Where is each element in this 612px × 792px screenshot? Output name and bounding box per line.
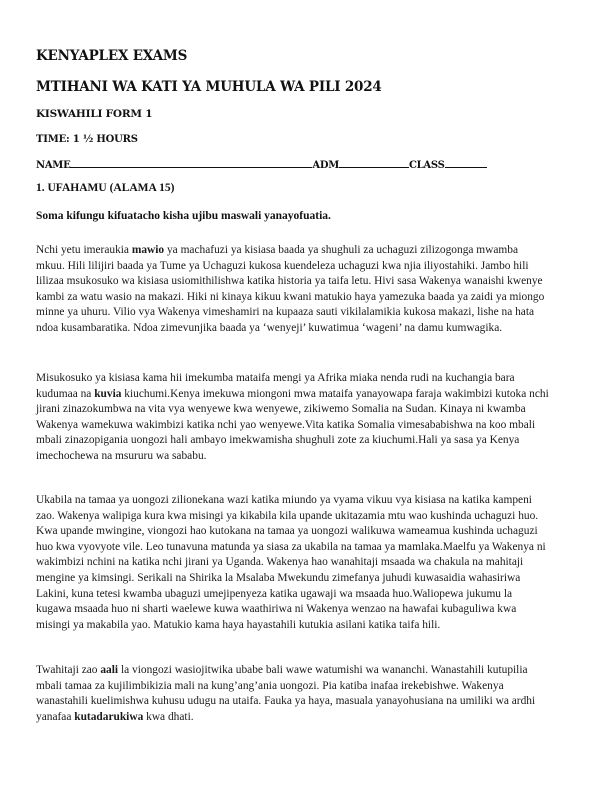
- passage-paragraph-3: [36, 493, 576, 633]
- exam-title: MTIHANI WA KATI YA MUHULA WA PILI 2024: [36, 79, 382, 95]
- section-instruction: Soma kifungu kifuatacho kisha ujibu maswali yanayofuatia.: [36, 210, 331, 222]
- text-line: lilizaa msukosuko wa kisiasa usiomithilishwa katika historia ya taifa letu. Hivi sasa Wakenya wanaishi kwenye: [36, 275, 543, 288]
- text-line: mkuu. Hili lilijiri baada ya Tume ya Uchaguzi kukosa kuendeleza uchaguzi kwa njia iliyostahiki. Jambo hili: [36, 259, 529, 272]
- name-field[interactable]: [70, 158, 312, 168]
- text-run: kudumaa na: [36, 387, 95, 400]
- text-line: [36, 387, 576, 403]
- vocab-word-mawio: mawio: [131, 244, 165, 256]
- text-line: wanastahili kuelimishwa kuhusu udugu na utaifa. Fauka ya haya, masuala yanayohusiana na umiliki wa ardhi: [36, 695, 536, 708]
- text-line: [36, 710, 576, 726]
- passage-paragraph-4: [36, 663, 576, 725]
- text-run: kiuchumi.Kenya imekuwa miongoni mwa mataifa yanayowapa faraja wakimbizi kutoka nchi: [121, 387, 549, 400]
- text-line: jirani zinazokumbwa na vita vya wenyewe kwa wenyewe, zikiwemo Somalia na Sudan. Kinaya ni kwamba: [36, 403, 526, 416]
- name-label: NAME: [36, 160, 71, 171]
- text-line: Ukabila na tamaa ya uongozi zilionekana wazi katika miundo ya vyama vikuu vya kisiasa na katika kampeni: [36, 494, 532, 506]
- vocab-word-kutadarukiwa: kutadarukiwa: [74, 710, 144, 723]
- text-line: mbali zinazopigania uongozi hali ambayo imekwamisha shughuli zote za kiuchumi.Hali ya sasa ya Kenya: [36, 434, 520, 447]
- text-line: kugawa msaada huo ni sharti waelewe kuwa waathiriwa ni Wakenya wenzao na hawafai kubaguliwa kwa: [36, 603, 517, 616]
- text-line: mengine ya kimsingi. Serikali na Shirika la Msalaba Mwekundu zimefanya juhudi kuwasaidia wahasiriwa: [36, 571, 521, 584]
- text-run: Twahitaji zao: [36, 664, 101, 676]
- subject-heading: KISWAHILI FORM 1: [36, 108, 153, 120]
- publisher-heading: KENYAPLEX EXAMS: [36, 48, 188, 64]
- student-details-line: [36, 158, 487, 171]
- text-line: imechochewa na msururu wa sababu.: [36, 449, 207, 462]
- text-line: misingi ya makabila yao. Matukio kama haya hayastahili kutukia asilani katika taifa hili.: [36, 618, 441, 631]
- vocab-word-aali: aali: [100, 664, 119, 676]
- text-run: kwa dhati.: [143, 710, 194, 723]
- adm-field[interactable]: [339, 158, 409, 168]
- text-run: la viongozi wasiojitwika ubabe bali wawe watumishi wa wananchi. Wanastahili kutupilia: [118, 664, 528, 676]
- text-line: [36, 243, 576, 259]
- text-run: yanafaa: [36, 710, 75, 723]
- section-title: 1. UFAHAMU (ALAMA 15): [36, 182, 175, 194]
- text-line: kambi za watu wasio na makazi. Hiki ni kinaya kikuu kwani matukio haya yamezuka baada ya zaidi ya miongo: [36, 290, 545, 303]
- text-line: Misukosuko ya kisiasa kama hii imekumba mataifa mengi ya Afrika miaka nenda rudi na kuchangia bara: [36, 372, 515, 384]
- text-line: mbali tamaa za kujilimbikizia mali na kung’ang’ania uongozi. Pia katiba inafaa irekebishwe. Wakenya: [36, 679, 504, 692]
- vocab-word-kuvia: kuvia: [94, 387, 122, 400]
- passage-paragraph-1: [36, 243, 576, 337]
- time-allowed: TIME: 1 ½ HOURS: [36, 134, 138, 145]
- text-line: Wakenya wamekuwa wakimbizi katika nchi yao wenyewe.Vita katika Somalia vimesababishwa na koo mbali: [36, 418, 536, 431]
- class-label: CLASS: [409, 160, 445, 171]
- passage-paragraph-2: [36, 371, 576, 465]
- text-line: wakimbizi nchini na katika nchi jirani ya Uganda. Wakenya hao wanahitaji msaada wa chakula na mahitaji: [36, 556, 524, 569]
- text-line: huo kwa vyovyote vile. Leo tunavuna matunda ya siasa za ukabila na tamaa ya mamlaka.Maelfu ya Wakenya ni: [36, 540, 546, 553]
- text-line: zao. Wakenya walipiga kura kwa misingi ya kikabila kila upande ukitazamia mtu wao kushinda uchaguzi huo.: [36, 509, 539, 522]
- text-line: ndoa kusambaratika. Ndoa zimevunjika baada ya ‘wenyeji’ kuwatimua ‘wageni’ na damu kumwagika.: [36, 321, 503, 334]
- class-field[interactable]: [445, 158, 487, 168]
- text-line: minne ya uhuru. Vilio vya Wakenya vimeshamiri na kupaaza sauti vikilalamikia kukosa makazi, lishe na hata: [36, 306, 535, 319]
- adm-label: ADM: [312, 160, 340, 171]
- text-line: [36, 663, 576, 679]
- text-run: Nchi yetu imeraukia: [36, 244, 132, 256]
- text-line: Kwa upande mwingine, viongozi hao kutokana na tamaa ya uongozi walikuwa wameamua kushinda uchaguzi: [36, 525, 538, 538]
- text-run: ya machafuzi ya kisiasa baada ya shughuli za uchaguzi zilizogonga mwamba: [164, 244, 519, 256]
- text-line: Lakini, kuna tetesi kwamba ubaguzi umejipenyeza katika ugawaji wa msaada huo.Waliopewa jukumu la: [36, 587, 513, 600]
